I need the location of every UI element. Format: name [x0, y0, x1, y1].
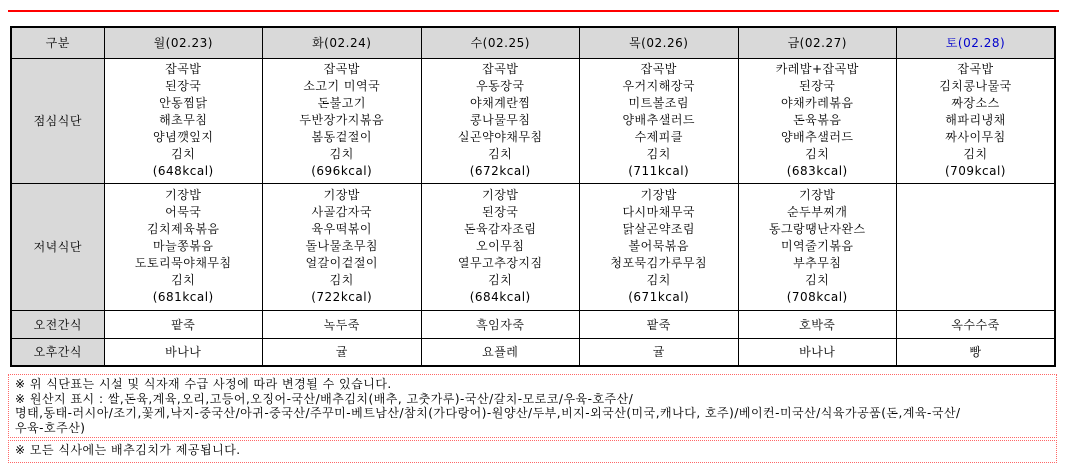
menu-cell: [421, 58, 580, 183]
menu-item: 육우떡볶이: [311, 222, 372, 236]
row-header: 오전간식: [11, 310, 104, 338]
menu-item: 열무고추장지짐: [457, 256, 543, 270]
notes-box-origin: [8, 374, 1057, 438]
menu-item: 안동찜닭: [159, 96, 208, 110]
column-header-1: 화(02.24): [263, 27, 422, 58]
menu-item: 잡곡밥: [323, 62, 360, 76]
menu-item: 잡곡밥: [482, 62, 519, 76]
menu-cell: [104, 183, 263, 310]
menu-item: 돈불고기: [317, 96, 366, 110]
row-header: 저녁식단: [11, 183, 104, 310]
menu-item: 기장밥: [323, 188, 360, 202]
menu-item: 두반장가지볶음: [299, 113, 385, 127]
menu-item: 돌나물초무침: [305, 239, 379, 253]
top-divider: [8, 10, 1059, 12]
menu-item: 양배추샐러드: [622, 113, 696, 127]
menu-item: 양배추샐러드: [780, 130, 854, 144]
menu-item: 카레밥+잡곡밥: [775, 62, 859, 76]
menu-item: 된장국: [799, 79, 836, 93]
menu-item: (711kcal): [628, 164, 690, 178]
menu-item: 순두부찌개: [787, 205, 848, 219]
menu-item: 미역줄기볶음: [780, 239, 854, 253]
column-header-0: 월(02.23): [104, 27, 263, 58]
menu-item: (684kcal): [469, 290, 531, 304]
menu-item: 김치: [646, 147, 671, 161]
menu-item: 김치: [963, 147, 988, 161]
menu-item: 기장밥: [799, 188, 836, 202]
menu-item: 김치: [329, 273, 354, 287]
menu-item: 김치콩나물국: [939, 79, 1012, 93]
menu-cell: [738, 183, 897, 310]
note-line-origin-1: ※ 원산지 표시 : 쌀,돈육,계육,오리,고등어,오징어-국산/배추김치(배추, 고춧가루)-국산/갈치-모로코/우육-호주산/: [15, 391, 634, 406]
note-line-origin-3: 우육-호주산): [15, 420, 86, 435]
menu-item: (681kcal): [152, 290, 214, 304]
menu-item: (722kcal): [311, 290, 373, 304]
menu-item: 우거지해장국: [622, 79, 696, 93]
menu-item: (683kcal): [786, 164, 848, 178]
notes-box-kimchi: [8, 440, 1057, 463]
snack-cell: 옥수수죽: [897, 310, 1056, 338]
snack-cell: 팥죽: [104, 310, 263, 338]
menu-item: 김치: [488, 147, 513, 161]
menu-item: 잡곡밥: [165, 62, 202, 76]
meal-schedule-table: [10, 26, 1056, 367]
column-header-4: 금(02.27): [738, 27, 897, 58]
menu-item: 도토리묵야채무침: [134, 256, 232, 270]
column-header-2: 수(02.25): [421, 27, 580, 58]
row-header: 점심식단: [11, 58, 104, 183]
menu-item: 돈육감자조림: [463, 222, 537, 236]
menu-item: 닭살곤약조림: [622, 222, 696, 236]
menu-item: 해파리냉채: [945, 113, 1006, 127]
menu-item: 기장밥: [482, 188, 519, 202]
menu-cell: [580, 58, 739, 183]
menu-item: 짜사이무침: [945, 130, 1006, 144]
menu-item: (671kcal): [628, 290, 690, 304]
menu-item: 김치제육볶음: [146, 222, 220, 236]
menu-item: 된장국: [482, 205, 519, 219]
menu-item: (709kcal): [944, 164, 1006, 178]
menu-item: 마늘쫑볶음: [153, 239, 214, 253]
menu-item: 소고기 미역국: [303, 79, 381, 93]
menu-item: 잡곡밥: [957, 62, 994, 76]
menu-item: 청포묵김가루무침: [610, 256, 708, 270]
menu-item: 실곤약야채무침: [457, 130, 543, 144]
menu-item: 봄동겉절이: [311, 130, 372, 144]
menu-item: 야채카레볶음: [780, 96, 854, 110]
menu-item: 김치: [171, 273, 196, 287]
snack-cell: 귤: [580, 338, 739, 366]
column-header-3: 목(02.26): [580, 27, 739, 58]
snack-cell: 귤: [263, 338, 422, 366]
menu-item: 콩나물무침: [470, 113, 531, 127]
snack-cell: 요플레: [421, 338, 580, 366]
menu-cell: [897, 183, 1056, 310]
menu-cell: [738, 58, 897, 183]
menu-item: 어묵국: [165, 205, 202, 219]
menu-cell: [580, 183, 739, 310]
menu-item: 부추무침: [793, 256, 842, 270]
corner-header: 구분: [11, 27, 104, 58]
menu-item: 된장국: [165, 79, 202, 93]
menu-item: 짜장소스: [951, 96, 1000, 110]
note-line-origin-2: 명태,동태-러시아/조기,꽃게,낙지-중국산/아귀-중국산/주꾸미-베트남산/참치(가다랑어)-원양산/두부,비지-외국산(미국,캐나다, 호주)/베이컨-미국산/식육가공품(돈,계육-국산/: [15, 406, 961, 420]
snack-cell: 녹두죽: [263, 310, 422, 338]
menu-item: 동그랑땡난자완스: [768, 222, 866, 236]
menu-item: 오이무침: [476, 239, 525, 253]
menu-item: (696kcal): [311, 164, 373, 178]
menu-item: 김치: [805, 273, 830, 287]
menu-item: (672kcal): [469, 164, 531, 178]
menu-item: 김치: [329, 147, 354, 161]
menu-item: 김치: [488, 273, 513, 287]
menu-item: 볼어묵볶음: [628, 239, 689, 253]
note-line-kimchi: ※ 모든 식사에는 배추김치가 제공됩니다.: [15, 443, 241, 457]
menu-item: 다시마채무국: [622, 205, 696, 219]
menu-item: 돈육볶음: [793, 113, 842, 127]
menu-item: 얼갈이겉절이: [305, 256, 379, 270]
menu-item: 김치: [171, 147, 196, 161]
menu-cell: [897, 58, 1056, 183]
menu-cell: [263, 58, 422, 183]
snack-cell: 팥죽: [580, 310, 739, 338]
menu-item: 야채계란찜: [470, 96, 531, 110]
snack-cell: 바나나: [104, 338, 263, 366]
menu-cell: [263, 183, 422, 310]
note-line-change-notice: ※ 위 식단표는 시설 및 식자재 수급 사정에 따라 변경될 수 있습니다.: [15, 377, 392, 391]
menu-item: 해초무침: [159, 113, 208, 127]
snack-cell: 바나나: [738, 338, 897, 366]
menu-item: (648kcal): [152, 164, 214, 178]
snack-cell: 흑임자죽: [421, 310, 580, 338]
column-header-5: 토(02.28): [897, 27, 1056, 58]
menu-cell: [421, 183, 580, 310]
menu-item: 기장밥: [165, 188, 202, 202]
menu-item: 우동장국: [476, 79, 525, 93]
menu-item: 미트볼조림: [628, 96, 689, 110]
menu-cell: [104, 58, 263, 183]
menu-item: 김치: [805, 147, 830, 161]
menu-item: 수제피클: [634, 130, 683, 144]
row-header: 오후간식: [11, 338, 104, 366]
menu-item: 잡곡밥: [640, 62, 677, 76]
snack-cell: 빵: [897, 338, 1056, 366]
menu-item: 김치: [646, 273, 671, 287]
snack-cell: 호박죽: [738, 310, 897, 338]
menu-item: 기장밥: [640, 188, 677, 202]
menu-item: 양념깻잎지: [153, 130, 214, 144]
menu-item: (708kcal): [786, 290, 848, 304]
menu-item: 사골감자국: [311, 205, 372, 219]
